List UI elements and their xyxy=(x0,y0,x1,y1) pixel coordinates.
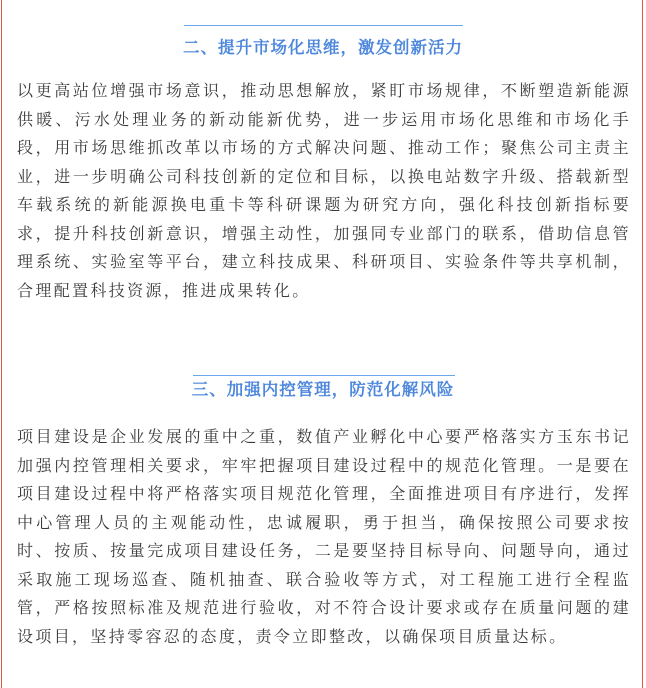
section-divider xyxy=(184,25,463,26)
section-heading: 三、加强内控管理，防范化解风险 xyxy=(191,380,455,399)
section-paragraph: 以更高站位增强市场意识，推动思想解放，紧盯市场规律，不断塑造新能源供暖、污水处理业务的新动能新优势，进一步运用市场化思维和市场化手段，用市场思维抓改革以市场的方式解决问题、推动工作；聚焦公司主责主业，进一步明确公司科技创新的定位和目标，以换电站数字升级、搭载新型车载系统的新能源换电重卡等科研课题为研究方向，强化科技创新指标要求，提升科技创新意识，增强主动性，加强同专业部门的联系，借助信息管理系统、实验室等平台，建立科技成果、科研项目、实验条件等共享机制，合理配置科技资源，推进成果转化。 xyxy=(17,81,631,300)
section-paragraph: 项目建设是企业发展的重中之重，数值产业孵化中心要严格落实方玉东书记加强内控管理相关要求，牢牢把握项目建设过程中的规范化管理。一是要在项目建设过程中将严格落实项目规范化管理，全面推进项目有序进行，发挥中心管理人员的主观能动性，忠诚履职，勇于担当，确保按照公司要求按时、按质、按量完成项目建设任务，二是要坚持目标导向、问题导向，通过采取施工现场巡查、随机抽查、联合验收等方式，对工程施工进行全程监管，严格按照标准及规范进行验收，对不符合设计要求或存在质量问题的建设项目，坚持零容忍的态度，责令立即整改，以确保项目质量达标。 xyxy=(17,427,631,646)
section-heading: 二、提升市场化思维，激发创新活力 xyxy=(183,38,463,57)
